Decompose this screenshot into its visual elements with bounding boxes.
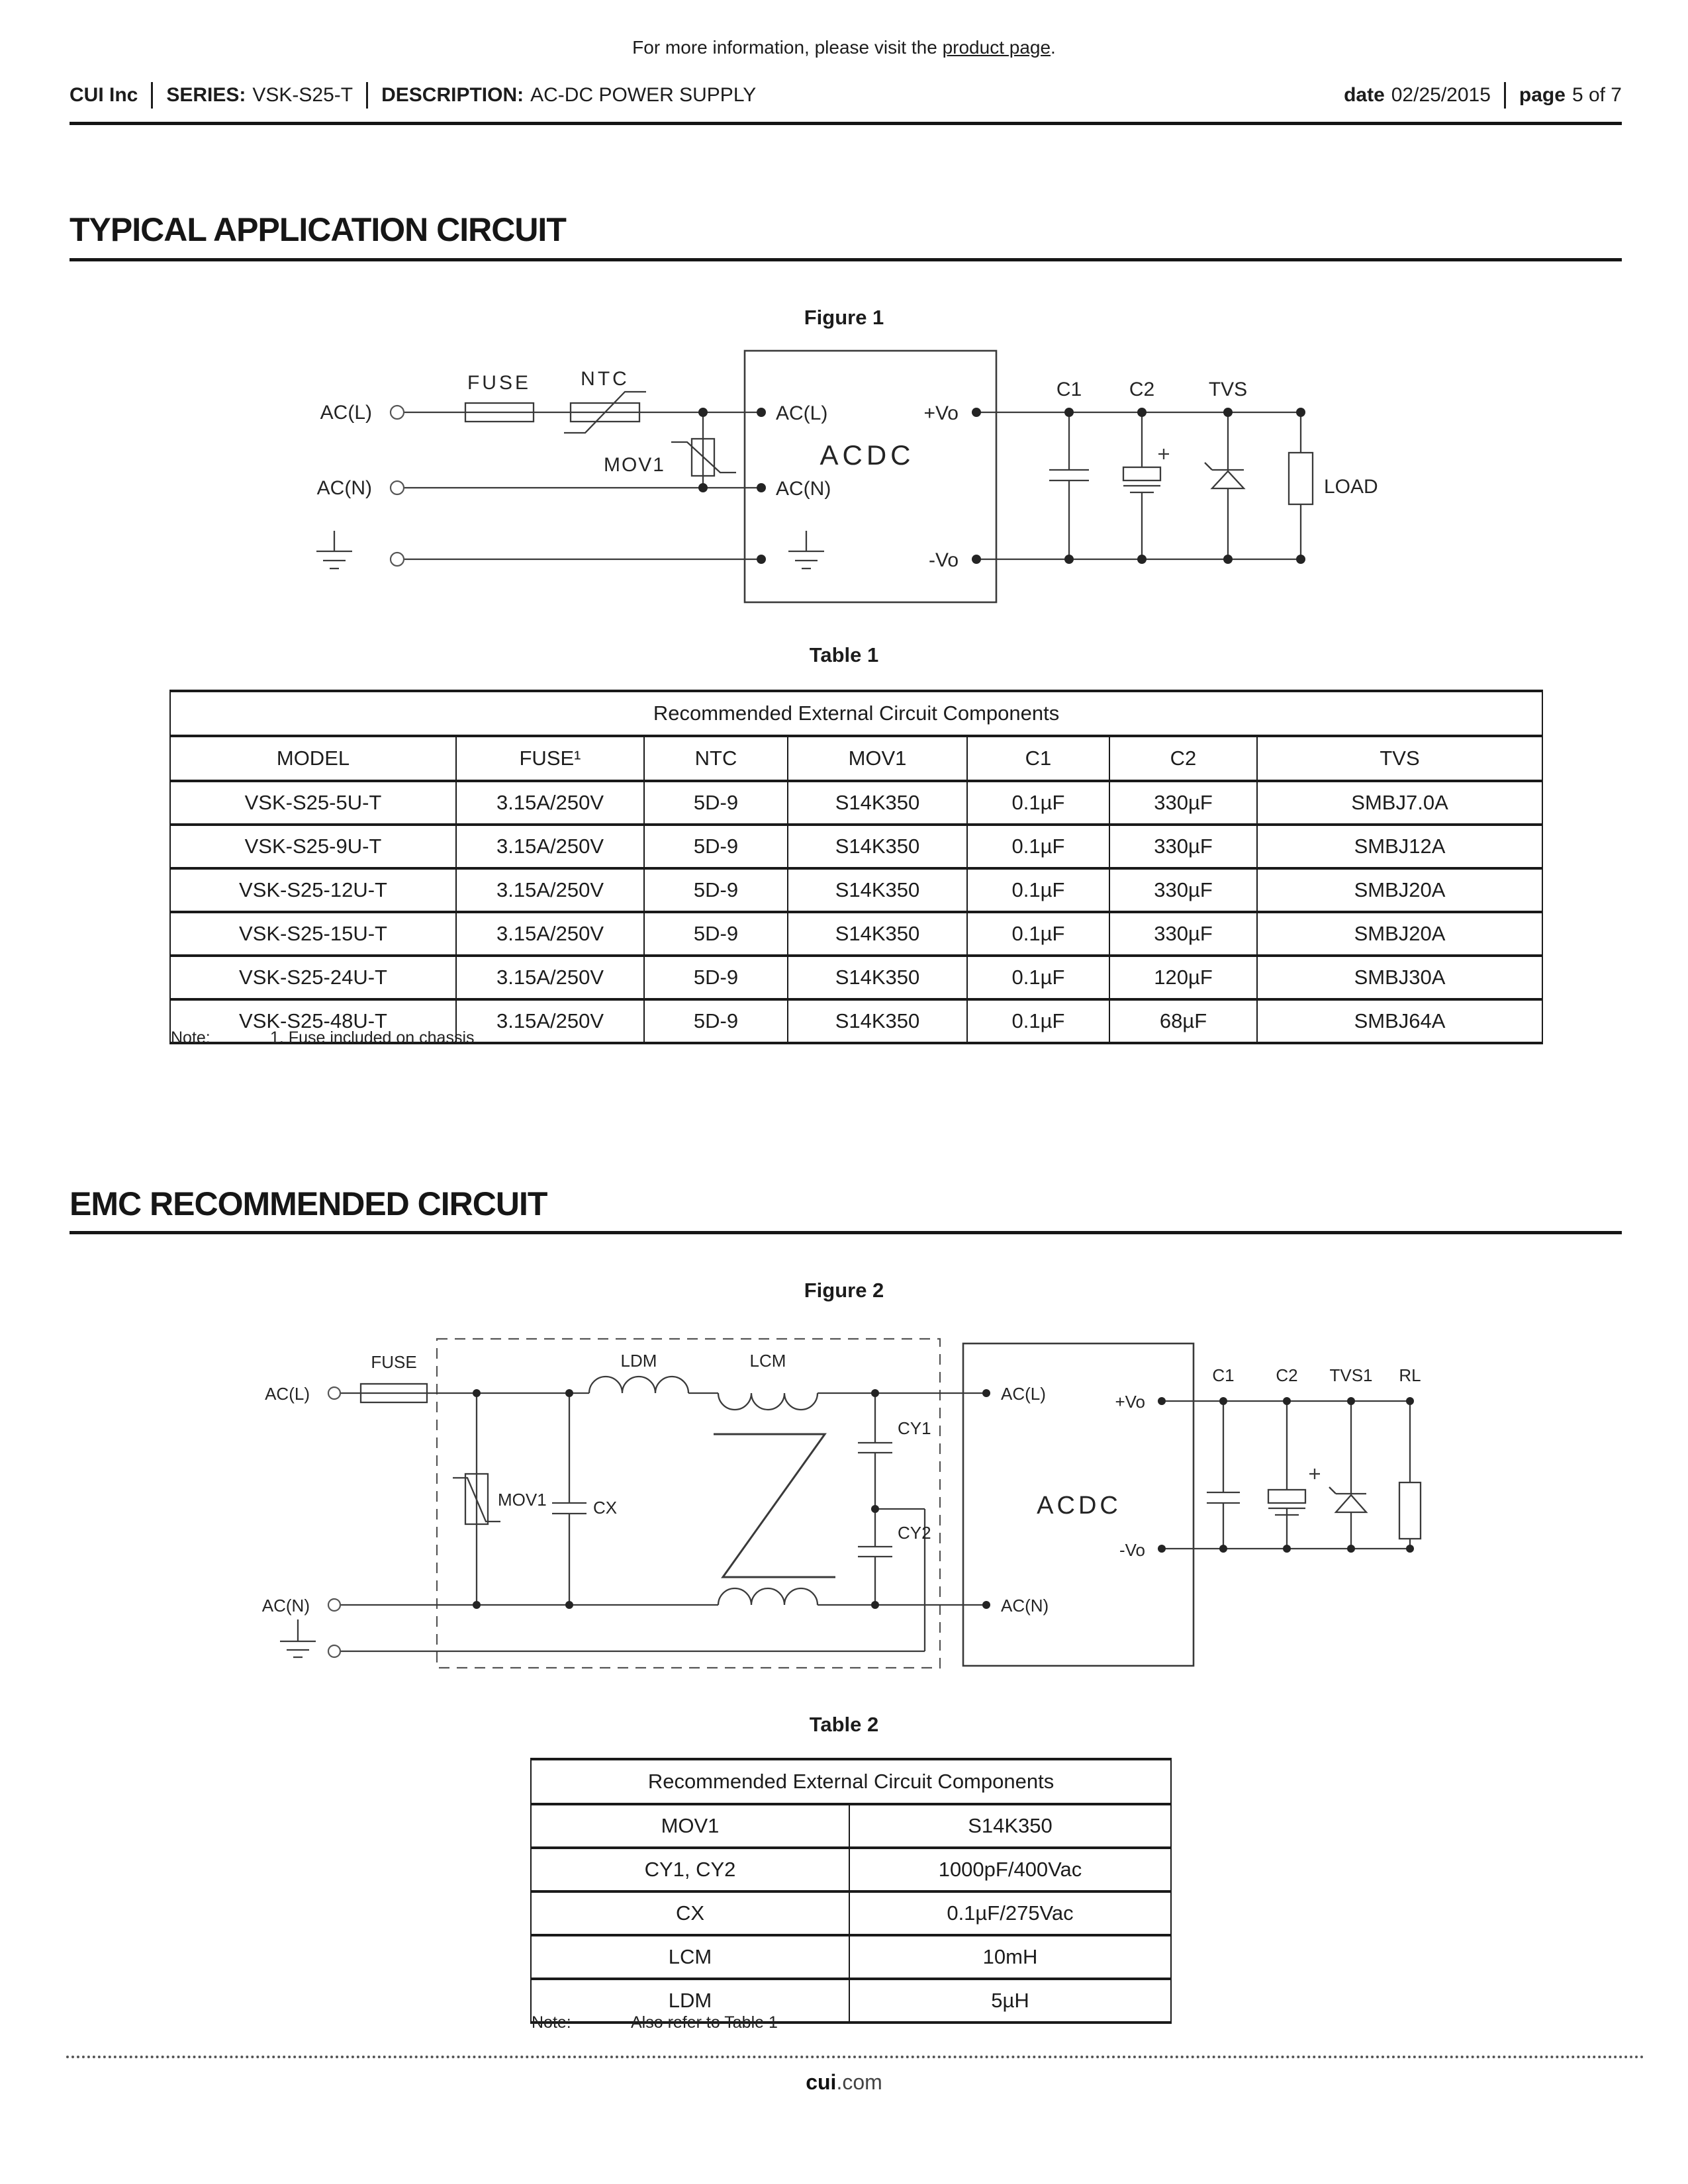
cell: SMBJ30A <box>1257 956 1542 999</box>
cell: 0.1µF <box>967 781 1109 825</box>
cell: 10mH <box>849 1935 1171 1979</box>
cell: 120µF <box>1109 956 1257 999</box>
header-rule <box>70 122 1622 125</box>
cy2-capacitor-symbol <box>858 1547 892 1557</box>
table1-header-row <box>170 736 1542 781</box>
label-c2: C2 <box>1276 1365 1298 1385</box>
cell: 0.1µF <box>967 825 1109 868</box>
figure1-caption: Figure 1 <box>804 306 884 329</box>
cell: VSK-S25-12U-T <box>170 868 456 912</box>
rl-resistor-symbol <box>1399 1482 1421 1539</box>
load-symbol <box>1289 453 1313 504</box>
label-c2: C2 <box>1129 379 1155 400</box>
col-c1: C1 <box>967 736 1109 781</box>
table-row <box>531 1848 1171 1891</box>
cell: 5D-9 <box>644 781 788 825</box>
label-ac-n: AC(N) <box>316 477 372 499</box>
table-row <box>170 912 1542 956</box>
footer-brand-rest[interactable]: .com <box>836 2070 882 2094</box>
ground-symbol <box>316 531 352 569</box>
ground-symbol-internal <box>788 531 824 569</box>
cell: 5D-9 <box>644 912 788 956</box>
cy1-capacitor-symbol <box>858 1443 892 1453</box>
table2 <box>530 1758 1172 2024</box>
acdc-box <box>745 351 996 602</box>
label-ac-l: AC(L) <box>320 402 372 424</box>
footer-divider <box>66 2056 1645 2058</box>
col-mov1: MOV1 <box>788 736 967 781</box>
page-label: page <box>1519 84 1566 106</box>
figure2-caption: Figure 2 <box>804 1279 884 1302</box>
c1-capacitor-symbol <box>1207 1492 1240 1503</box>
cell: 5D-9 <box>644 999 788 1043</box>
cell: S14K350 <box>788 912 967 956</box>
table-row <box>170 868 1542 912</box>
cell: 5µH <box>849 1979 1171 2023</box>
table-row <box>531 1804 1171 1848</box>
label-tvs: TVS <box>1208 379 1248 400</box>
table-row <box>170 956 1542 999</box>
cell: 0.1µF/275Vac <box>849 1891 1171 1935</box>
cell: S14K350 <box>788 781 967 825</box>
col-ntc: NTC <box>644 736 788 781</box>
lcm-bottom-coil <box>718 1588 818 1605</box>
header-left-group <box>70 82 756 109</box>
table2-note <box>532 2013 778 2032</box>
section1-title: TYPICAL APPLICATION CIRCUIT <box>70 211 566 248</box>
figure1-circuit-svg <box>0 331 1688 619</box>
tvs1-diode-symbol <box>1329 1487 1366 1512</box>
c2-capacitor-symbol <box>1123 467 1160 480</box>
section1-rule <box>70 258 1622 261</box>
series-value: VSK-S25-T <box>252 84 353 106</box>
figure2-circuit-svg <box>0 1307 1688 1704</box>
label-c1: C1 <box>1212 1365 1235 1385</box>
ground-symbol <box>280 1619 316 1657</box>
cell: S14K350 <box>788 825 967 868</box>
cell: 0.1µF <box>967 999 1109 1043</box>
cell: VSK-S25-9U-T <box>170 825 456 868</box>
label-ntc: NTC <box>581 368 630 390</box>
table-row <box>170 825 1542 868</box>
terminal-ac-n <box>391 481 404 494</box>
label-acdc: ACDC <box>1037 1492 1121 1520</box>
table1-note <box>171 1028 475 1048</box>
cell: 3.15A/250V <box>456 781 644 825</box>
label-mov1: MOV1 <box>603 454 665 476</box>
label-neg-vo: -Vo <box>928 549 959 571</box>
cell: LCM <box>531 1935 849 1979</box>
label-ac-l: AC(L) <box>265 1384 310 1404</box>
cell: CX <box>531 1891 849 1935</box>
table-row <box>531 1935 1171 1979</box>
label-pos-vo: +Vo <box>923 402 959 424</box>
cell: SMBJ7.0A <box>1257 781 1542 825</box>
footer-brand <box>0 2070 1688 2095</box>
label-load: LOAD <box>1324 476 1378 498</box>
note-text: 1. Fuse included on chassis <box>270 1028 475 1047</box>
ldm-inductor-symbol <box>589 1377 688 1393</box>
date-label: date <box>1344 84 1385 106</box>
cell: SMBJ20A <box>1257 868 1542 912</box>
tvs-diode-symbol <box>1205 463 1244 488</box>
header-divider <box>1504 82 1506 109</box>
label-acdc: ACDC <box>820 439 915 471</box>
description-label: DESCRIPTION: <box>381 84 524 106</box>
cell: SMBJ20A <box>1257 912 1542 956</box>
terminal-ac-l <box>328 1387 340 1399</box>
header-divider <box>151 82 153 109</box>
cell: 0.1µF <box>967 956 1109 999</box>
cell: MOV1 <box>531 1804 849 1848</box>
cell: S14K350 <box>849 1804 1171 1848</box>
table1-caption: Table 1 <box>809 643 879 666</box>
label-fuse: FUSE <box>467 372 532 394</box>
cell: VSK-S25-15U-T <box>170 912 456 956</box>
branch-wires <box>1069 412 1301 559</box>
cell: CY1, CY2 <box>531 1848 849 1891</box>
product-page-link[interactable]: product page <box>942 37 1051 58</box>
page-value: 5 of 7 <box>1571 84 1622 106</box>
label-cy1: CY1 <box>898 1418 931 1438</box>
label-ldm: LDM <box>620 1351 657 1371</box>
cell: 0.1µF <box>967 868 1109 912</box>
label-neg-vo: -Vo <box>1119 1540 1145 1560</box>
section2-title: EMC RECOMMENDED CIRCUIT <box>70 1185 547 1222</box>
series-label: SERIES: <box>166 84 246 106</box>
top-note <box>0 37 1688 58</box>
label-port-ac-n: AC(N) <box>776 478 831 500</box>
cell: VSK-S25-48U-T <box>170 999 456 1043</box>
description-value: AC-DC POWER SUPPLY <box>530 84 757 106</box>
label-pos-vo: +Vo <box>1115 1392 1145 1412</box>
table2-caption: Table 2 <box>809 1713 879 1736</box>
label-ac-n: AC(N) <box>261 1596 310 1615</box>
table1-title-row <box>170 691 1542 736</box>
label-cy2: CY2 <box>898 1523 931 1543</box>
cell: S14K350 <box>788 868 967 912</box>
cell: 0.1µF <box>967 912 1109 956</box>
table-row <box>170 781 1542 825</box>
cell: 3.15A/250V <box>456 912 644 956</box>
label-c1: C1 <box>1056 379 1082 400</box>
date-value: 02/25/2015 <box>1391 84 1491 106</box>
col-tvs: TVS <box>1257 736 1542 781</box>
header-divider <box>366 82 368 109</box>
table1-title: Recommended External Circuit Components <box>170 691 1542 736</box>
note-text: Also refer to Table 1 <box>631 2013 778 2032</box>
cell: 3.15A/250V <box>456 956 644 999</box>
top-note-suffix: . <box>1051 37 1056 58</box>
cell: 330µF <box>1109 825 1257 868</box>
ground-return-wire <box>340 1509 925 1651</box>
table-row <box>531 1891 1171 1935</box>
cx-capacitor-symbol <box>552 1503 586 1514</box>
col-c2: C2 <box>1109 736 1257 781</box>
cell: S14K350 <box>788 999 967 1043</box>
cell: SMBJ12A <box>1257 825 1542 868</box>
input-wires <box>404 412 761 559</box>
cell: VSK-S25-24U-T <box>170 956 456 999</box>
terminal-ground <box>391 553 404 566</box>
c2-plates-plus <box>1123 449 1169 492</box>
header-meta-row <box>70 82 1622 109</box>
c1-capacitor-symbol <box>1049 470 1089 480</box>
cell: 3.15A/250V <box>456 999 644 1043</box>
cell: 1000pF/400Vac <box>849 1848 1171 1891</box>
lcm-top-coil <box>718 1393 818 1410</box>
section2-rule <box>70 1231 1622 1234</box>
c2-capacitor-symbol <box>1268 1490 1305 1503</box>
header-right-group <box>1344 82 1622 109</box>
label-rl: RL <box>1399 1365 1421 1385</box>
label-port-ac-l: AC(L) <box>1001 1384 1046 1404</box>
cell: 5D-9 <box>644 825 788 868</box>
label-cx: CX <box>593 1498 618 1518</box>
label-port-ac-n: AC(N) <box>1001 1596 1049 1615</box>
terminal-ac-n <box>328 1599 340 1611</box>
label-tvs1: TVS1 <box>1329 1365 1373 1385</box>
cell: VSK-S25-5U-T <box>170 781 456 825</box>
cell: LDM <box>531 1979 849 2023</box>
note-label: Note: <box>171 1028 211 1047</box>
branch-wires <box>1223 1401 1410 1549</box>
col-model: MODEL <box>170 736 456 781</box>
cell: 330µF <box>1109 781 1257 825</box>
company-name: CUI Inc <box>70 84 138 106</box>
lcm-core-symbol <box>714 1434 835 1577</box>
c2-plates-plus <box>1268 1469 1320 1515</box>
cell: 3.15A/250V <box>456 868 644 912</box>
cell: 5D-9 <box>644 868 788 912</box>
table2-title: Recommended External Circuit Components <box>531 1759 1171 1804</box>
table2-title-row <box>531 1759 1171 1804</box>
note-label: Note: <box>532 2013 571 2032</box>
label-lcm: LCM <box>749 1351 786 1371</box>
cell: S14K350 <box>788 956 967 999</box>
cell: 68µF <box>1109 999 1257 1043</box>
col-fuse: FUSE¹ <box>456 736 644 781</box>
cell: 330µF <box>1109 868 1257 912</box>
label-mov1: MOV1 <box>498 1490 547 1510</box>
top-note-prefix: For more information, please visit the <box>632 37 943 58</box>
cell: 3.15A/250V <box>456 825 644 868</box>
label-fuse: FUSE <box>371 1352 417 1372</box>
footer-brand-bold[interactable]: cui <box>806 2070 837 2094</box>
cell: 5D-9 <box>644 956 788 999</box>
terminal-ac-l <box>391 406 404 419</box>
label-port-ac-l: AC(L) <box>776 402 828 424</box>
cell: SMBJ64A <box>1257 999 1542 1043</box>
cell: 330µF <box>1109 912 1257 956</box>
table1 <box>169 690 1543 1044</box>
terminal-ground <box>328 1645 340 1657</box>
output-rails <box>1162 1401 1410 1549</box>
